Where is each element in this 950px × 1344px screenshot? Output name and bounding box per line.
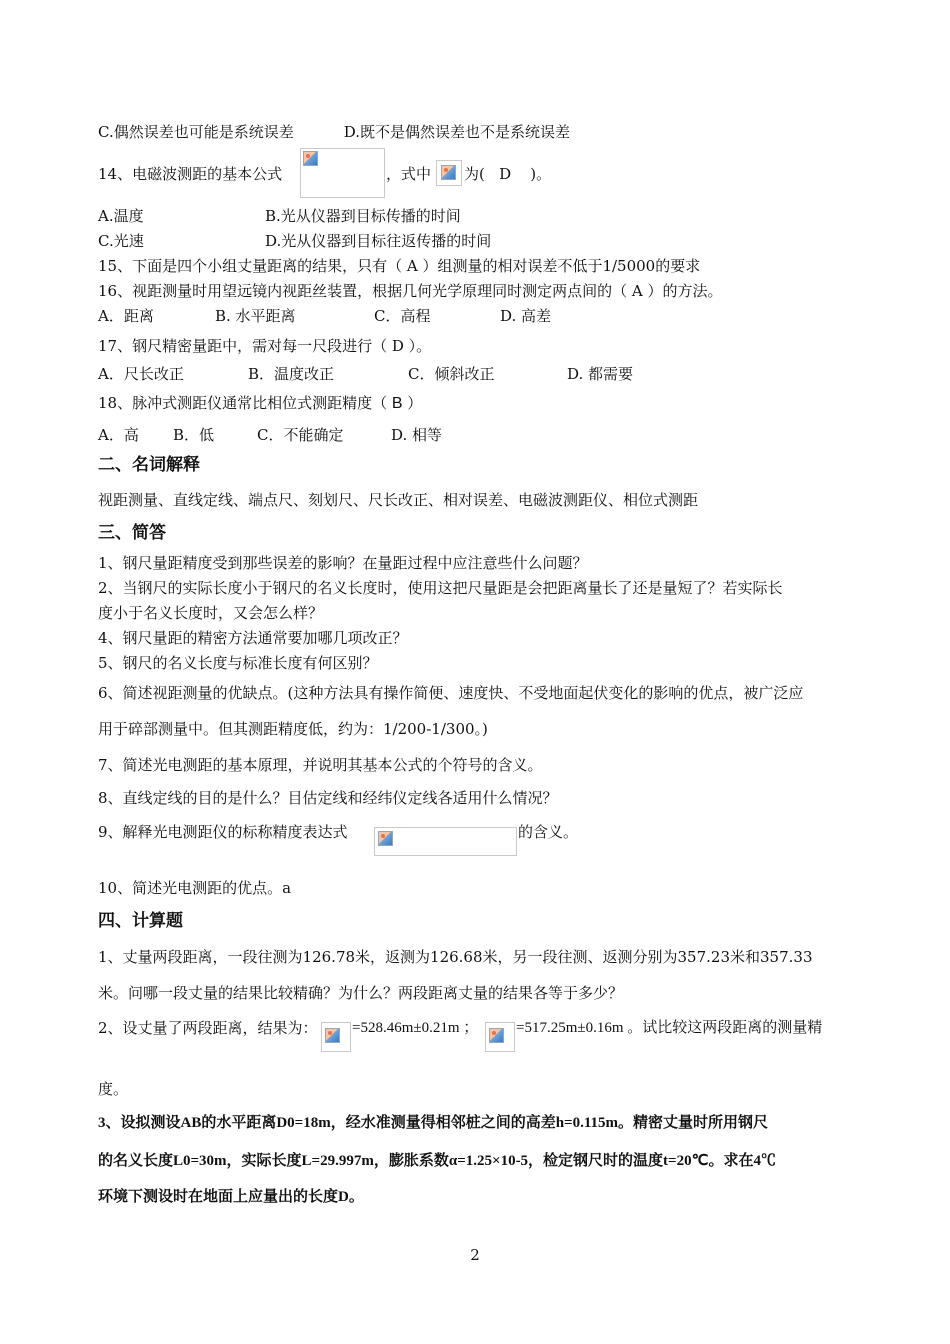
short-q9-post: 的含义。 [518,823,579,841]
terms-list: 视距测量、直线定线、端点尺、刻划尺、尺长改正、相对误差、电磁波测距仪、相位式测距 [98,491,699,509]
short-q9-tail [518,822,578,842]
calc-p2-pre: 2、设丈量了两段距离，结果为： [98,1019,318,1037]
q18-option-c: C．不能确定 [257,426,344,444]
q14-mid-text: ，式中 [386,165,432,183]
short-q5: 5、钢尺的名义长度与标准长度有何区别？ [98,654,378,672]
q14-end-text: 为( D )。 [464,165,552,183]
q14-options-row1 [98,206,461,226]
q18-close: ） [402,394,423,412]
broken-image-icon [489,1028,504,1043]
q14-option-a: A.温度 [98,207,144,225]
q17-option-d: D. 都需要 [567,365,634,383]
section-heading-short-answer: 三、简答 [98,523,166,543]
calc-p3-line3: 环境下测设时在地面上应量出的长度D。 [98,1189,364,1205]
calc-p2-value2: =517.25m±0.16m 。试比较这两段距离的测量精 [516,1020,823,1036]
q16-option-c: C．高程 [374,307,431,325]
calc-p1-line2: 米。问哪一段丈量的结果比较精确？为什么？两段距离丈量的结果各等于多少？ [98,984,624,1002]
q14-tail [386,164,431,184]
calc-p2-value1: =528.46m±0.21m ； [352,1020,479,1036]
calc-p2-tail [516,1018,822,1038]
q17-option-a: A．尺长改正 [98,365,184,383]
q16-option-b: B. 水平距离 [215,307,296,325]
q17: 17、钢尺精密量距中，需对每一尺段进行（ D ）。 [98,337,432,355]
calc-p1-line1: 1、丈量两段距离，一段往测为126.78米，返测为126.68米，另一段往测、返测分别为357.23米和357.33 [98,948,813,966]
calc-p2-line2: 度。 [98,1080,129,1098]
short-q1: 1、钢尺量距精度受到那些误差的影响？在量距过程中应注意些什么问题？ [98,554,588,572]
broken-image-icon [303,151,318,166]
q18 [98,393,422,414]
q13-option-c: C.偶然误差也可能是系统误差 [98,123,294,141]
q17-options [98,364,633,384]
broken-image-icon [441,165,456,180]
short-q4: 4、钢尺量距的精密方法通常要加哪几项改正？ [98,629,408,647]
calc-p3-line1: 3、设拟测设AB的水平距离D0=18m，经水准测量得相邻桩之间的高差h=0.115m。精密丈量时所用钢尺 [98,1115,769,1131]
precision-formula-image [374,827,517,856]
broken-image-icon [325,1028,340,1043]
q18-answer: B [391,395,403,412]
short-q6-line2: 用于碎部测量中。但其测距精度低，约为：1/200-1/300。) [98,720,488,738]
q13-option-d: D.既不是偶然误差也不是系统误差 [343,123,570,141]
q14-answer [464,164,551,184]
short-q10: 10、简述光电测距的优点。a [98,879,292,897]
short-q2-line2: 度小于名义长度时，又会怎么样？ [98,604,324,622]
short-q2-line1: 2、当钢尺的实际长度小于钢尺的名义长度时，使用这把尺量距是会把距离量长了还是量短了？若实际长 [98,579,783,597]
calc-p3-line2: 的名义长度L0=30m，实际长度L=29.997m，膨胀系数α=1.25×10-5，检定钢尺时的温度t=20℃。求在4℃ [98,1153,776,1169]
q18-option-d: D. 相等 [391,426,443,444]
short-q9 [98,822,348,842]
short-q8: 8、直线定线的目的是什么？目估定线和经纬仪定线各适用什么情况？ [98,789,558,807]
calc-p2-line1 [98,1018,318,1038]
q15: 15、下面是四个小组丈量距离的结果，只有（ A ）组测量的相对误差不低于1/5000的要求 [98,257,701,275]
section-heading-calculation: 四、计算题 [98,911,183,931]
q16: 16、视距测量时用望远镜内视距丝装置，根据几何光学原理同时测定两点间的（ A ）的方法。 [98,282,723,300]
q16-option-d: D. 高差 [500,307,552,325]
short-q7: 7、简述光电测距的基本原理，并说明其基本公式的个符号的含义。 [98,756,543,774]
q14-option-d: D.光从仪器到目标往返传播的时间 [265,232,492,250]
q18-option-b: B．低 [173,426,215,444]
symbol-image [436,160,462,186]
q17-option-c: C．倾斜改正 [408,365,495,383]
q13-options [98,122,570,142]
section-heading-terms: 二、名词解释 [98,455,200,475]
short-q6-line1: 6、简述视距测量的优缺点。(这种方法具有操作简便、速度快、不受地面起伏变化的影响的优点，被广泛应 [98,684,804,702]
q16-options [98,306,551,326]
q14-options-row2 [98,231,491,251]
distance-symbol-image [485,1022,515,1052]
q14-option-b: B.光从仪器到目标传播的时间 [265,207,461,225]
formula-image [300,148,385,198]
q18-option-a: A．高 [98,426,139,444]
q14-stem-text: 14、电磁波测距的基本公式 [98,165,283,183]
broken-image-icon [378,831,393,846]
distance-symbol-image [321,1022,351,1052]
q17-option-b: B．温度改正 [248,365,335,383]
calc-p2-mid [352,1018,478,1038]
q16-option-a: A．距离 [98,307,154,325]
short-q9-text: 9、解释光电测距仪的标称精度表达式 [98,823,348,841]
q14-stem [98,164,282,184]
q18-options [98,425,442,445]
page-number: 2 [470,1246,480,1264]
q14-option-c: C.光速 [98,232,144,250]
q18-text: 18、脉冲式测距仪通常比相位式测距精度（ [98,394,392,412]
